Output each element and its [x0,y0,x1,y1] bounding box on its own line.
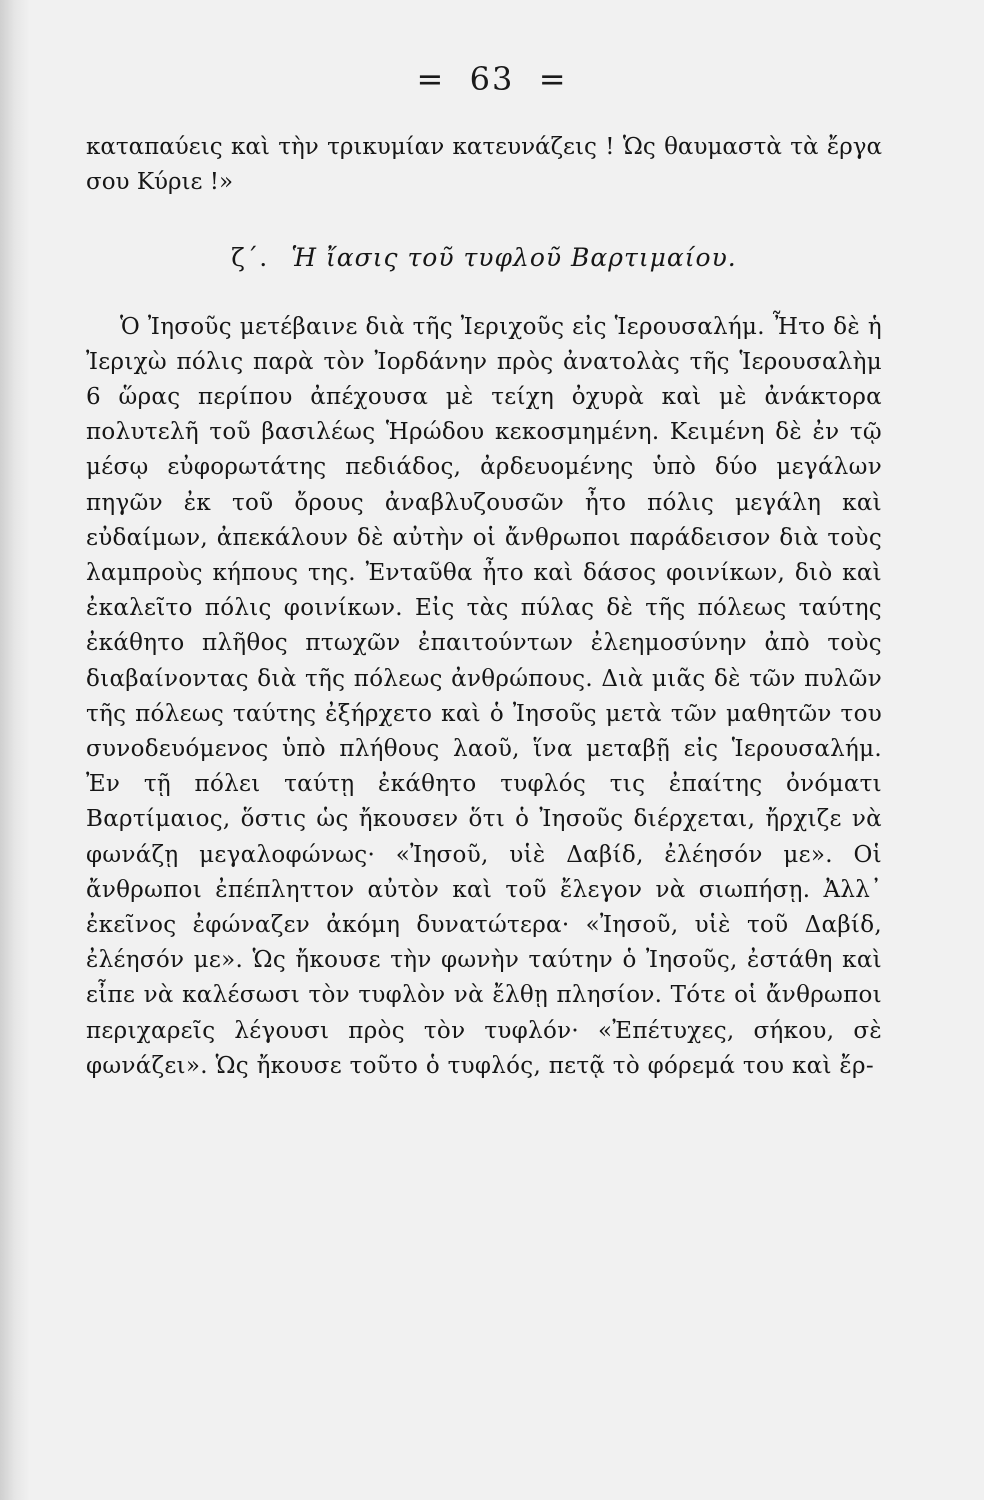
page-number-header [0,60,984,98]
section-title: Ἡ ἴασις τοῦ τυφλοῦ Βαρτιμαίου. [291,243,737,273]
section-body [86,310,882,1084]
body-paragraph: Ὁ Ἰησοῦς μετέβαινε διὰ τῆς Ἰεριχοῦς εἰς Ἱερουσαλήμ. Ἦτο δὲ ἡ Ἰεριχὼ πόλις παρὰ τὸν Ἰορδάνην πρὸς ἀνατολὰς τῆς Ἱερουσαλὴμ 6 ὥρας περίπου ἀπέχουσα μὲ τείχη ὀχυρὰ καὶ μὲ ἀνάκτορα πολυτελῆ τοῦ βασιλέως Ἡρώδου κεκοσμημένη. Κειμένη δὲ ἐν τῷ μέσῳ εὐφορωτάτης πεδιάδος, ἀρδευομένης ὑπὸ δύο μεγάλων πηγῶν ἐκ τοῦ ὄρους ἀναβλυζουσῶν ἦτο πόλις μεγάλη καὶ εὐδαίμων, ἀπεκάλουν δὲ αὐτὴν οἱ ἄνθρωποι παράδεισον διὰ τοὺς λαμπροὺς κήπους της. Ἐνταῦθα ἦτο καὶ δάσος φοινίκων, διὸ καὶ ἐκαλεῖτο πόλις φοινίκων. Εἰς τὰς πύλας δὲ τῆς πόλεως ταύτης ἐκάθητο πλῆθος πτωχῶν ἐπαιτούντων ἐλεημοσύνην ἀπὸ τοὺς διαβαίνοντας διὰ τῆς πόλεως ἀνθρώπους. Διὰ μιᾶς δὲ τῶν πυλῶν τῆς πόλεως ταύτης ἐξήρχετο καὶ ὁ Ἰησοῦς μετὰ τῶν μαθητῶν του συνοδευόμενος ὑπὸ πλήθους λαοῦ, ἵνα μεταβῇ εἰς Ἱερουσαλήμ. Ἐν τῇ πόλει ταύτῃ ἐκάθητο τυφλός τις ἐπαίτης ὀνόματι Βαρτίμαιος, ὅστις ὡς ἤκουσεν ὅτι ὁ Ἰησοῦς διέρχεται, ἤρχιζε νὰ φωνάζῃ μεγαλοφώνως· «Ἰησοῦ, υἱὲ Δαβίδ, ἐλέησόν με». Οἱ ἄνθρωποι ἐπέπληττον αὐτὸν καὶ τοῦ ἔλεγον νὰ σιωπήσῃ. Ἀλλ᾽ ἐκεῖνος ἐφώναζεν ἀκόμη δυνατώτερα· «Ἰησοῦ, υἱὲ τοῦ Δαβίδ, ἐλέησόν με». Ὡς ἤκουσε τὴν φωνὴν ταύτην ὁ Ἰησοῦς, ἐστάθη καὶ εἶπε νὰ καλέσωσι τὸν τυφλὸν νὰ ἔλθῃ πλησίον. Τότε οἱ ἄνθρωποι περιχαρεῖς λέγουσι πρὸς τὸν τυφλόν· «Ἐπέτυχες, σήκου, σὲ φωνάζει». Ὡς ἤκουσε τοῦτο ὁ τυφλός, πετᾷ τὸ φόρεμά του καὶ ἔρ- [86,313,882,1079]
page-gutter-shadow [0,0,30,1500]
section-number: ζ΄. [231,243,269,273]
page-content [86,130,882,1084]
section-heading [86,240,882,275]
left-rule: = [416,60,446,98]
right-rule: = [538,60,568,98]
page-number: 63 [469,60,515,98]
opening-text: καταπαύεις καὶ τὴν τρικυμίαν κατευνάζεις ! Ὡς θαυμαστὰ τὰ ἔργα σου Κύριε !» [86,134,882,196]
